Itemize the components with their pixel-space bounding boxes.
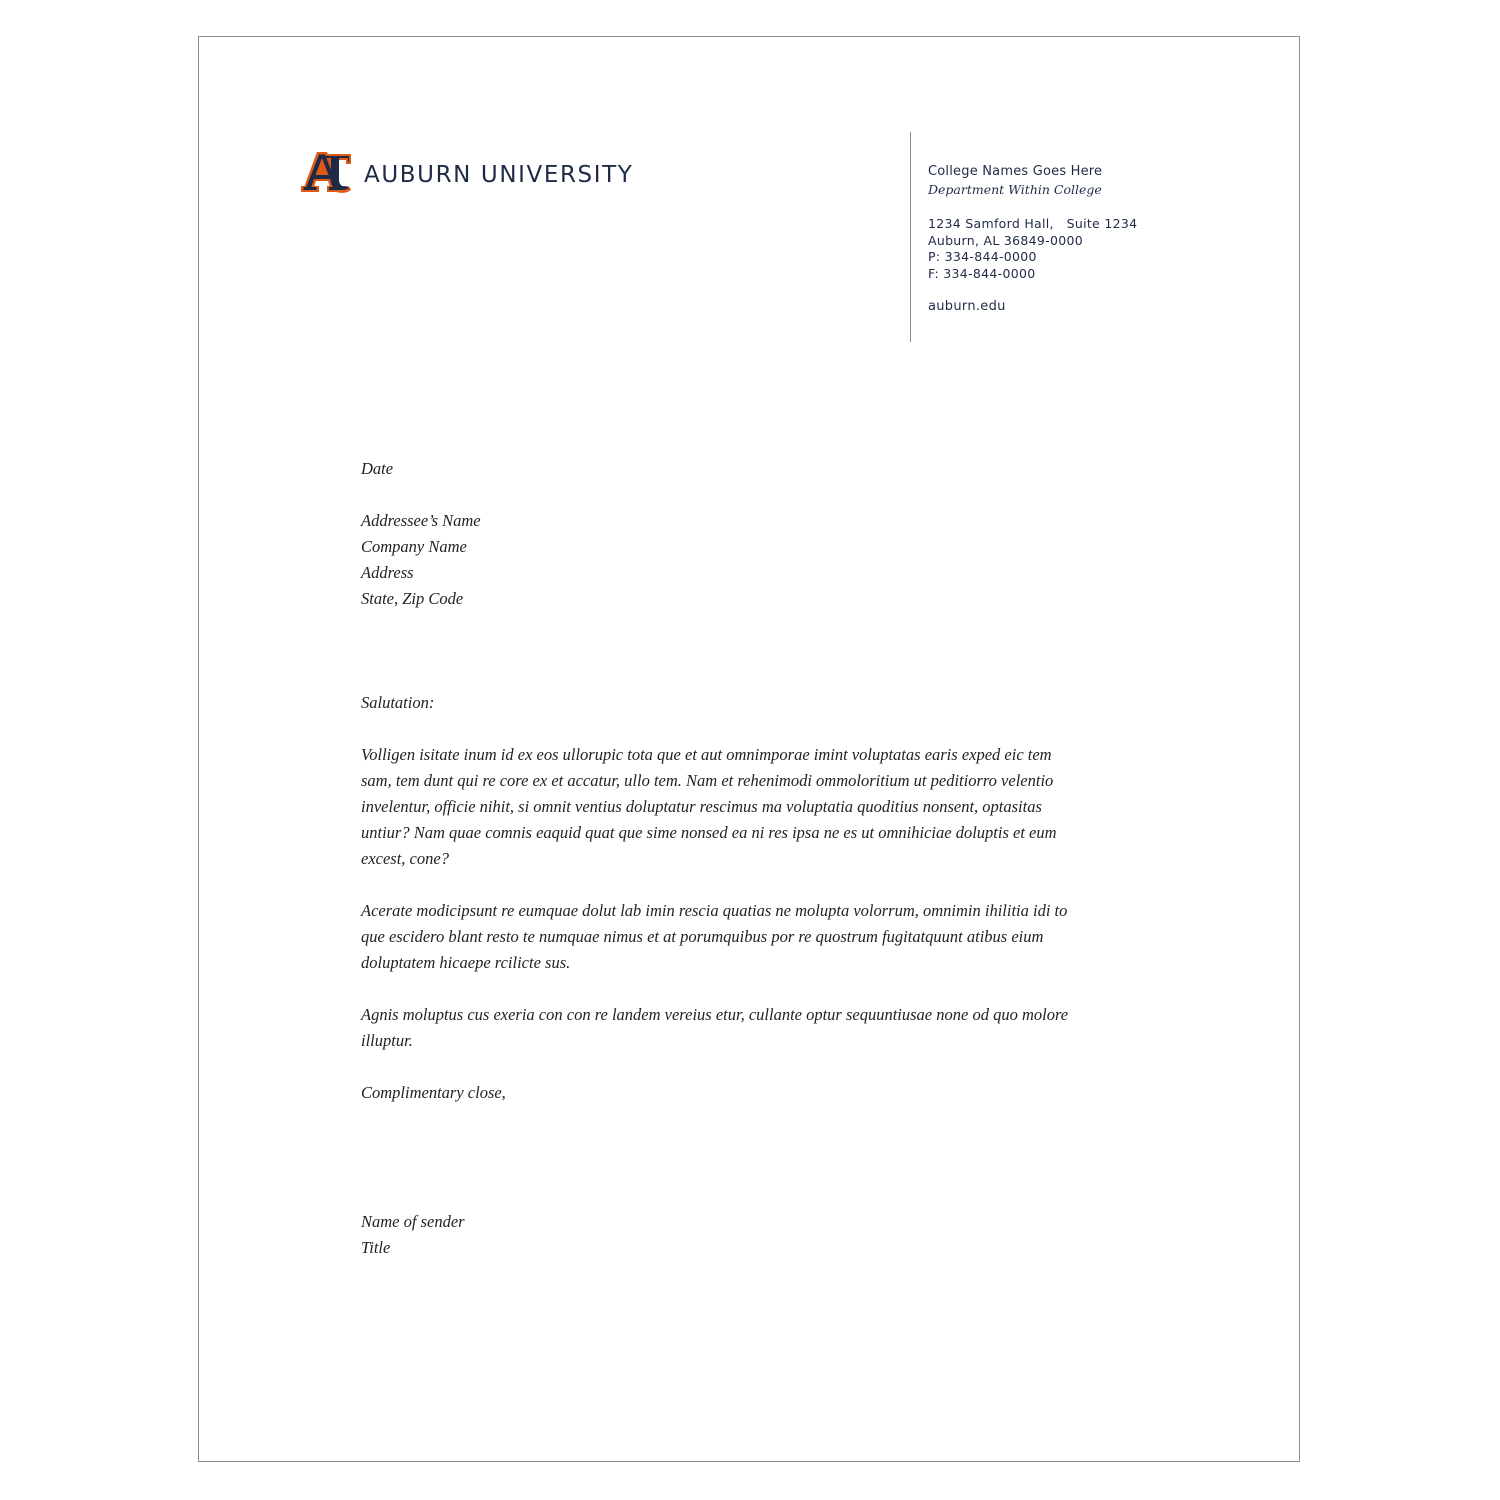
paragraph-line: invelentur, officie nihit, si omnit ventius doluptatur rescimus ma voluptatia quoditius nonsent, optasitas — [361, 797, 1042, 816]
paragraph-line: doluptatem hicaepe rcilicte sus. — [361, 953, 571, 972]
body-paragraph-2 — [361, 898, 1067, 976]
college-name: College Names Goes Here — [928, 164, 1103, 179]
addressee-company: Company Name — [361, 537, 467, 556]
addressee-address: Address — [361, 563, 414, 582]
sender-title: Title — [361, 1238, 391, 1257]
website-link[interactable]: auburn.edu — [928, 299, 1006, 314]
signature-block — [361, 1209, 465, 1261]
addressee-name: Addressee’s Name — [361, 511, 481, 530]
phone-number: P: 334-844-0000 — [928, 249, 1037, 264]
address-line-2: Auburn, AL 36849-0000 — [928, 232, 1083, 248]
paragraph-line: Agnis moluptus cus exeria con con re landem vereius etur, cullante optur sequuntiusae none od quo molore — [361, 1005, 1069, 1024]
paragraph-line: Volligen isitate inum id ex eos ullorupic tota que et aut omnimporae imint voluptatas earis exped eic tem — [361, 745, 1052, 764]
addressee-state-zip: State, Zip Code — [361, 589, 464, 608]
complimentary-close: Complimentary close, — [361, 1083, 506, 1102]
addressee-block — [361, 508, 481, 612]
body-paragraph-3 — [361, 1002, 1068, 1054]
department-name: Department Within College — [928, 182, 1102, 197]
paragraph-line: untiur? Nam quae comnis eaquid quat que sime nonsed ea ni res ipsa ne es ut omnihiciae doluptis et eum — [361, 823, 1057, 842]
fax-number: F: 334-844-0000 — [928, 265, 1036, 281]
university-wordmark: AUBURN UNIVERSITY — [364, 162, 634, 188]
paragraph-line: que escidero blant resto te numquae nimus et at porumquibus por re quostrum fugitatquunt atibus eium — [361, 927, 1044, 946]
paragraph-line: illuptur. — [361, 1031, 413, 1050]
header-divider — [910, 132, 911, 342]
sender-name: Name of sender — [361, 1212, 465, 1231]
body-paragraph-1 — [361, 742, 1057, 872]
paragraph-line: excest, cone? — [361, 849, 449, 868]
address-line-1: 1234 Samford Hall, Suite 1234 — [928, 216, 1138, 231]
auburn-au-logo-icon — [301, 150, 353, 194]
paragraph-line: sam, tem dunt qui re core ex et accatur, ullo tem. Nam et rehenimodi ommoloritium ut peditiorro velentio — [361, 771, 1054, 790]
address-block — [928, 216, 1137, 282]
salutation: Salutation: — [361, 693, 435, 712]
letter-date: Date — [361, 459, 394, 478]
paragraph-line: Acerate modicipsunt re eumquae dolut lab imin rescia quatias ne molupta volorrum, omnimin ihilitia idi to — [361, 901, 1068, 920]
